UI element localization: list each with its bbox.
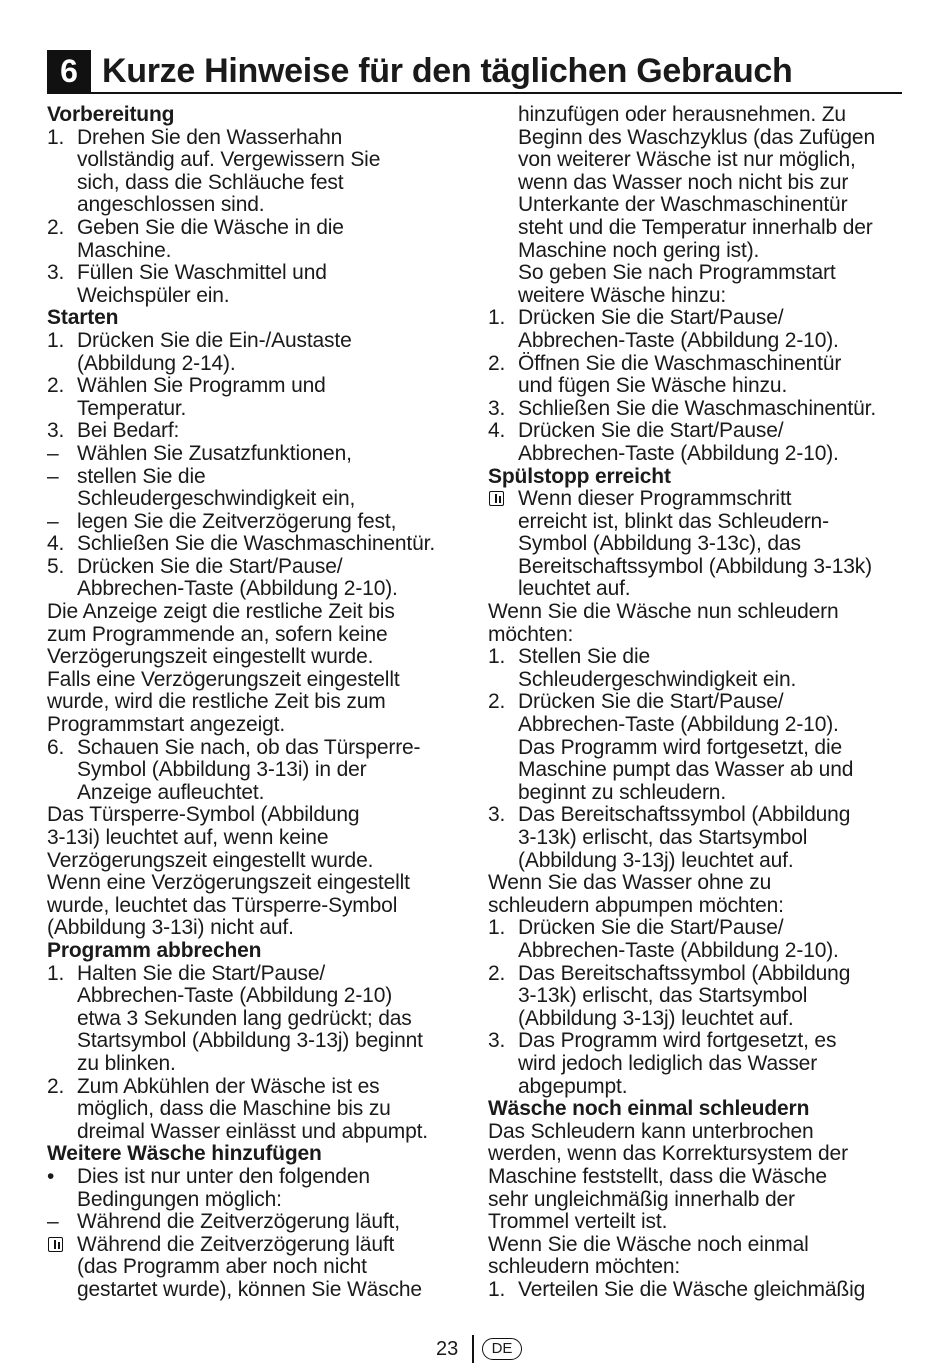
text-line: Abbrechen-Taste (Abbildung 2-10). [77,577,398,601]
list-marker: 1. [47,328,65,352]
left-column [47,104,472,1301]
list-item [47,556,472,601]
text-line: vollständig auf. Vergewissern Sie [77,148,381,172]
footer-separator [472,1335,474,1363]
text-line: etwa 3 Sekunden lang gedrückt; das [77,1006,412,1030]
list-marker: 1. [488,306,506,330]
list-item [47,217,472,262]
paragraph [47,804,472,940]
text-line: Das Programm wird fortgesetzt, es [518,1029,837,1053]
section-heading: Spülstopp erreicht [488,464,671,488]
paragraph [47,601,472,737]
list-marker: • [47,1164,55,1188]
chapter-number-badge: 6 [47,50,91,92]
text-line: beginnt zu schleudern. [518,780,727,804]
list-item [488,804,913,872]
right-column [488,104,913,1301]
section-heading: Starten [47,306,119,330]
list-item [47,533,472,556]
text-line: Abbrechen-Taste (Abbildung 2-10) [77,984,393,1008]
paragraph [488,104,913,307]
list-marker: 1. [488,916,506,940]
text-line: Schließen Sie die Waschmaschinentür. [518,396,876,420]
text-line: Dies ist nur unter den folgenden [77,1164,370,1188]
text-line: Verteilen Sie die Wäsche gleichmäßig [518,1277,866,1301]
list-marker: 2. [47,374,65,398]
text-line: Verzögerungszeit eingestellt wurde. [47,645,374,669]
text-line: Drücken Sie die Start/Pause/ [518,916,784,940]
text-line: Das Bereitschaftssymbol (Abbildung [518,961,851,985]
text-line: Drücken Sie die Ein-/Austaste [77,328,352,352]
text-line: (Abbildung 3-13j) leuchtet auf. [518,848,794,872]
text-line: sich, dass die Schläuche fest [77,170,344,194]
list-item [47,1211,472,1234]
info-note [47,1234,472,1302]
text-line: Wählen Sie Zusatzfunktionen, [77,441,352,465]
list-marker: 1. [47,125,65,149]
text-line: Falls eine Verzögerungszeit eingestellt [47,667,400,691]
text-line: wenn das Wasser noch nicht bis zur [518,170,849,194]
list-marker: 3. [488,396,506,420]
text-line: angeschlossen sind. [77,193,265,217]
text-line: Abbrechen-Taste (Abbildung 2-10). [518,441,839,465]
section-heading: Weitere Wäsche hinzufügen [47,1142,322,1166]
text-line: Das Programm wird fortgesetzt, die [518,735,843,759]
list-marker: 2. [488,961,506,985]
list-marker: 3. [488,1029,506,1053]
info-note [488,488,913,601]
list-item [488,1030,913,1098]
info-icon [489,491,504,506]
text-line: wurde, wird die restliche Zeit bis zum [47,690,386,714]
list-marker: 6. [47,735,65,759]
text-line: Temperatur. [77,396,187,420]
text-line: Weichspüler ein. [77,283,230,307]
text-line: Unterkante der Waschmaschinentür [518,193,848,217]
text-line: Bedingungen möglich: [77,1187,282,1211]
list-marker: – [47,1210,59,1234]
text-line: Abbrechen-Taste (Abbildung 2-10). [518,713,839,737]
list-item [47,127,472,217]
text-line: Bei Bedarf: [77,419,180,443]
list-item [488,917,913,962]
text-line: möchten: [488,622,574,646]
list-marker: 1. [488,645,506,669]
text-line: Während die Zeitverzögerung läuft [77,1232,395,1256]
list-item [47,443,472,466]
list-marker: 2. [47,1074,65,1098]
text-line: Stellen Sie die [518,645,651,669]
text-line: von weiterer Wäsche ist nur möglich, [518,148,856,172]
text-line: Schleudergeschwindigkeit ein, [77,487,356,511]
text-line: Wenn Sie die Wäsche noch einmal [488,1232,809,1256]
paragraph [488,1121,913,1279]
text-line: 3-13k) erlischt, das Startsymbol [518,984,808,1008]
list-marker: 1. [488,1277,506,1301]
text-line: Halten Sie die Start/Pause/ [77,961,326,985]
list-marker: 4. [47,532,65,556]
text-line: Wenn Sie die Wäsche nun schleudern [488,600,839,624]
text-line: So geben Sie nach Programmstart [518,261,836,285]
list-marker: – [47,509,59,533]
text-line: Drücken Sie die Start/Pause/ [518,690,784,714]
text-line: Anzeige aufleuchtet. [77,780,265,804]
text-line: (Abbildung 3-13i) nicht auf. [47,916,294,940]
text-line: Schleudergeschwindigkeit ein. [518,667,797,691]
info-icon [48,1237,63,1252]
list-marker: 3. [47,261,65,285]
text-line: Während die Zeitverzögerung läuft, [77,1210,400,1234]
text-line: hinzufügen oder herausnehmen. Zu [518,103,846,126]
text-line: gestartet wurde), können Sie Wäsche [77,1277,422,1301]
list-item [488,353,913,398]
list-marker: 3. [47,419,65,443]
text-line: Das Bereitschaftssymbol (Abbildung [518,803,851,827]
text-line: leuchtet auf. [518,577,631,601]
section-heading: Vorbereitung [47,103,175,126]
section-heading: Wäsche noch einmal schleudern [488,1097,810,1121]
text-line: legen Sie die Zeitverzögerung fest, [77,509,397,533]
section-heading: Programm abbrechen [47,938,262,962]
text-line: stellen Sie die [77,464,206,488]
text-line: abgepumpt. [518,1074,628,1098]
text-line: Symbol (Abbildung 3-13c), das [518,532,801,556]
text-line: Geben Sie die Wäsche in die [77,215,344,239]
list-marker: 1. [47,961,65,985]
text-line: Programmstart angezeigt. [47,713,286,737]
text-line: Wenn Sie das Wasser ohne zu [488,871,772,895]
list-item [488,420,913,465]
text-line: Drücken Sie die Start/Pause/ [77,554,343,578]
list-item [488,1279,913,1302]
text-line: Füllen Sie Waschmittel und [77,261,327,285]
language-badge: DE [482,1338,522,1360]
text-line: Bereitschaftssymbol (Abbildung 3-13k) [518,554,872,578]
text-line: Symbol (Abbildung 3-13i) in der [77,758,367,782]
text-line: sehr ungleichmäßig innerhalb der [488,1187,795,1211]
list-item [488,691,913,804]
text-line: wurde, leuchtet das Türsperre-Symbol [47,893,398,917]
list-item [488,963,913,1031]
text-line: Maschine noch gering ist). [518,238,760,262]
list-item [47,1166,472,1211]
list-item [47,737,472,805]
text-line: (Abbildung 3-13j) leuchtet auf. [518,1006,794,1030]
text-line: erreicht ist, blinkt das Schleudern- [518,509,829,533]
paragraph [488,872,913,917]
text-line: Schauen Sie nach, ob das Türsperre- [77,735,421,759]
text-line: steht und die Temperatur innerhalb der [518,215,873,239]
list-item [47,466,472,511]
list-marker: 2. [47,215,65,239]
list-marker: 5. [47,554,65,578]
list-item [47,375,472,420]
list-item [488,307,913,352]
list-item [47,1076,472,1144]
text-line: (das Programm aber noch nicht [77,1255,367,1279]
text-line: zu blinken. [77,1051,176,1075]
text-line: 3-13k) erlischt, das Startsymbol [518,826,808,849]
text-line: Wenn dieser Programmschritt [518,487,792,511]
text-line: schleudern möchten: [488,1255,681,1279]
list-marker: 3. [488,803,506,827]
text-line: dreimal Wasser einlässt und abpumpt. [77,1119,428,1143]
text-line: Drücken Sie die Start/Pause/ [518,419,784,443]
text-line: Trommel verteilt ist. [488,1210,668,1234]
list-marker: – [47,441,59,465]
text-line: Startsymbol (Abbildung 3-13j) beginnt [77,1029,423,1053]
text-line: Verzögerungszeit eingestellt wurde. [47,848,374,872]
text-line: Abbrechen-Taste (Abbildung 2-10). [518,328,839,352]
text-line: möglich, dass die Maschine bis zu [77,1097,391,1121]
list-item [47,262,472,307]
text-line: weitere Wäsche hinzu: [518,283,727,307]
list-marker: 4. [488,419,506,443]
list-marker: 2. [488,690,506,714]
list-item [47,511,472,534]
chapter-header [47,50,902,94]
text-line: Das Schleudern kann unterbrochen [488,1119,814,1143]
list-item [488,646,913,691]
text-line: Schließen Sie die Waschmaschinentür. [77,532,435,556]
text-line: schleudern abpumpen möchten: [488,893,784,917]
list-marker: – [47,464,59,488]
text-line: und fügen Sie Wäsche hinzu. [518,374,788,398]
text-line: Drehen Sie den Wasserhahn [77,125,343,149]
text-line: Drücken Sie die Start/Pause/ [518,306,784,330]
list-item [47,420,472,443]
list-marker: 2. [488,351,506,375]
list-item [47,330,472,375]
chapter-title: Kurze Hinweise für den täglichen Gebrauch [102,52,793,90]
text-line: Maschine pumpt das Wasser ab und [518,758,854,782]
text-line: Wählen Sie Programm und [77,374,326,398]
text-line: Maschine. [77,238,172,262]
text-line: Öffnen Sie die Waschmaschinentür [518,351,842,375]
text-line: Maschine feststellt, dass die Wäsche [488,1164,827,1188]
list-item [488,398,913,421]
text-line: Wenn eine Verzögerungszeit eingestellt [47,871,410,895]
page-number: 23 [436,1338,459,1360]
text-line: Beginn des Waschzyklus (das Zufügen [518,125,875,149]
text-line: wird jedoch lediglich das Wasser [518,1051,818,1075]
text-line: (Abbildung 2-14). [77,351,236,375]
text-line: zum Programmende an, sofern keine [47,622,388,646]
text-line: Abbrechen-Taste (Abbildung 2-10). [518,938,839,962]
text-line: Zum Abkühlen der Wäsche ist es [77,1074,380,1098]
text-line: 3-13i) leuchtet auf, wenn keine [47,826,329,849]
text-line: Das Türsperre-Symbol (Abbildung [47,803,360,827]
paragraph [488,601,913,646]
text-line: werden, wenn das Korrektursystem der [488,1142,848,1166]
list-item [47,963,472,1076]
text-line: Die Anzeige zeigt die restliche Zeit bis [47,600,395,624]
